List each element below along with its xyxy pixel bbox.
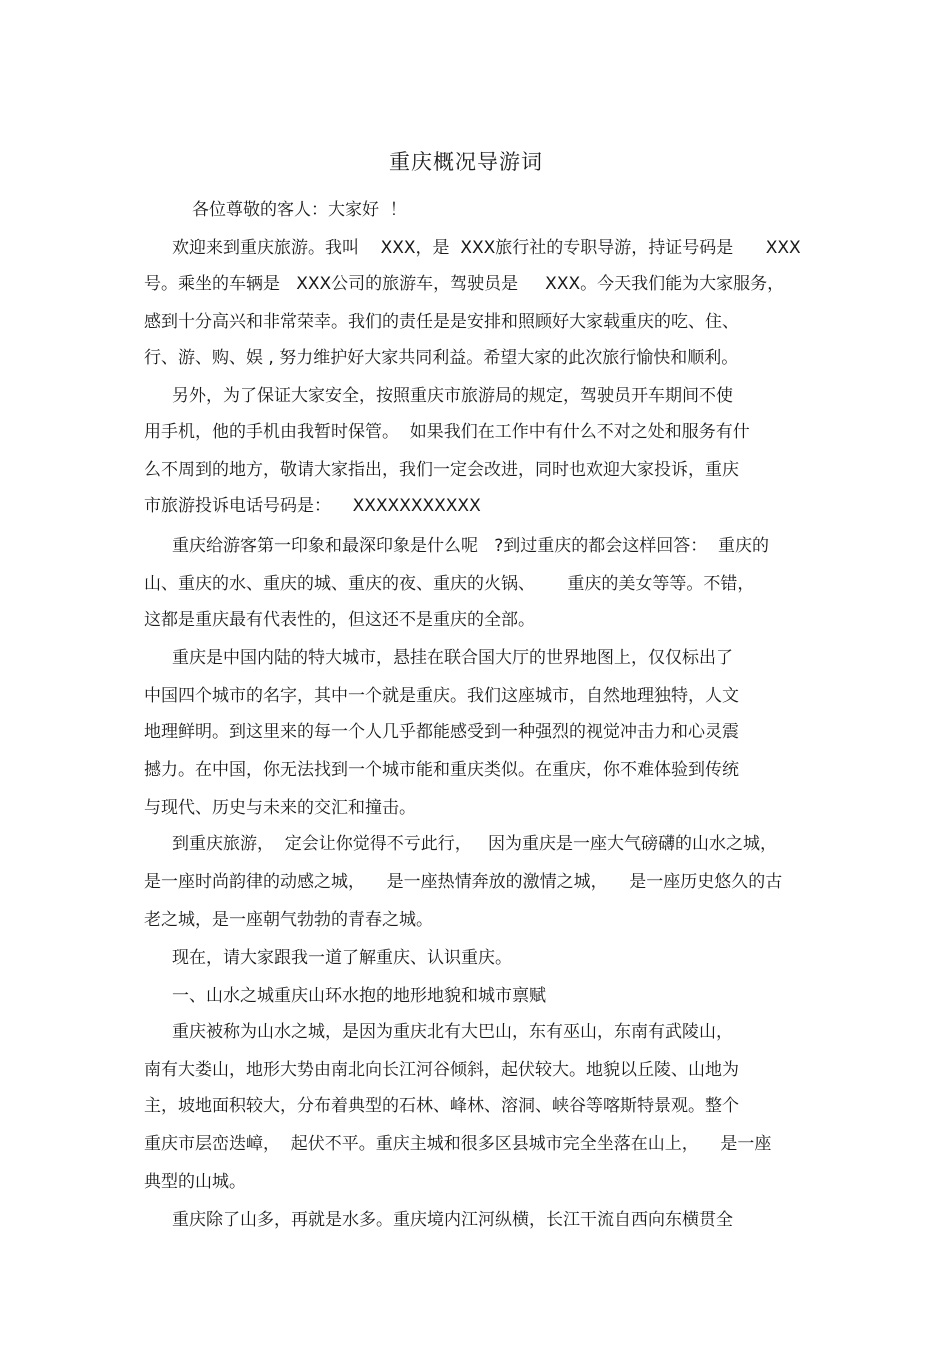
paragraph-line: 用手机，他的手机由我暂时保管。 如果我们在工作中有什么不对之处和服务有什 [144, 422, 750, 442]
section-heading: 一、山水之城重庆山环水抱的地形地貌和城市禀赋 [172, 986, 546, 1006]
paragraph-line: 老之城，是一座朝气勃勃的青春之城。 [144, 910, 433, 930]
paragraph-line: 重庆是中国内陆的特大城市，悬挂在联合国大厅的世界地图上，仅仅标出了 [172, 648, 733, 668]
paragraph-line: 重庆市层峦迭嶂， 起伏不平。重庆主城和很多区县城市完全坐落在山上， 是一座 [144, 1134, 772, 1154]
paragraph-line: 中国四个城市的名字，其中一个就是重庆。我们这座城市，自然地理独特，人文 [144, 686, 739, 706]
paragraph-line: 这都是重庆最有代表性的，但这还不是重庆的全部。 [144, 610, 535, 630]
paragraph-line: 撼力。在中国，你无法找到一个城市能和重庆类似。在重庆，你不难体验到传统 [144, 760, 739, 780]
paragraph-line: 重庆被称为山水之城，是因为重庆北有大巴山，东有巫山，东南有武陵山， [172, 1022, 733, 1042]
paragraph-line: 主，坡地面积较大，分布着典型的石林、峰林、溶洞、峡谷等喀斯特景观。整个 [144, 1096, 739, 1116]
paragraph-line: 重庆给游客第一印象和最深印象是什么呢 ?到过重庆的都会这样回答： 重庆的 [172, 536, 770, 556]
paragraph-line: 典型的山城。 [144, 1172, 246, 1192]
paragraph-line: 感到十分高兴和非常荣幸。我们的责任是是安排和照顾好大家载重庆的吃、住、 [144, 312, 739, 332]
paragraph-line: 是一座时尚韵律的动感之城， 是一座热情奔放的激情之城， 是一座历史悠久的古 [144, 872, 783, 892]
paragraph-line: 重庆除了山多，再就是水多。重庆境内江河纵横，长江干流自西向东横贯全 [172, 1210, 733, 1230]
greeting-line: 各位尊敬的客人：大家好 ！ [192, 200, 407, 220]
document-title: 重庆概况导游词 [389, 150, 543, 174]
paragraph-line: 地理鲜明。到这里来的每一个人几乎都能感受到一种强烈的视觉冲击力和心灵震 [144, 722, 739, 742]
paragraph-line: 市旅游投诉电话号码是： XXXXXXXXXXX [144, 496, 481, 516]
paragraph-line: 与现代、历史与未来的交汇和撞击。 [144, 798, 416, 818]
paragraph-line: 山、重庆的水、重庆的城、重庆的夜、重庆的火锅、 重庆的美女等等。不错， [144, 574, 755, 594]
paragraph-line: 到重庆旅游， 定会让你觉得不亏此行， 因为重庆是一座大气磅礴的山水之城， [172, 834, 778, 854]
paragraph-line: 么不周到的地方，敬请大家指出，我们一定会改进，同时也欢迎大家投诉，重庆 [144, 460, 739, 480]
paragraph-line: 现在，请大家跟我一道了解重庆、认识重庆。 [172, 948, 512, 968]
paragraph-line: 欢迎来到重庆旅游。我叫 XXX，是 XXX旅行社的专职导游，持证号码是 XXX [172, 238, 801, 258]
paragraph-line: 号。乘坐的车辆是 XXX公司的旅游车，驾驶员是 XXX。今天我们能为大家服务， [144, 274, 785, 294]
paragraph-line: 南有大娄山，地形大势由南北向长江河谷倾斜，起伏较大。地貌以丘陵、山地为 [144, 1060, 739, 1080]
paragraph-line: 另外，为了保证大家安全，按照重庆市旅游局的规定，驾驶员开车期间不使 [172, 386, 733, 406]
paragraph-line: 行、游、购、娱 , 努力维护好大家共同利益。希望大家的此次旅行愉快和顺利。 [144, 348, 739, 368]
